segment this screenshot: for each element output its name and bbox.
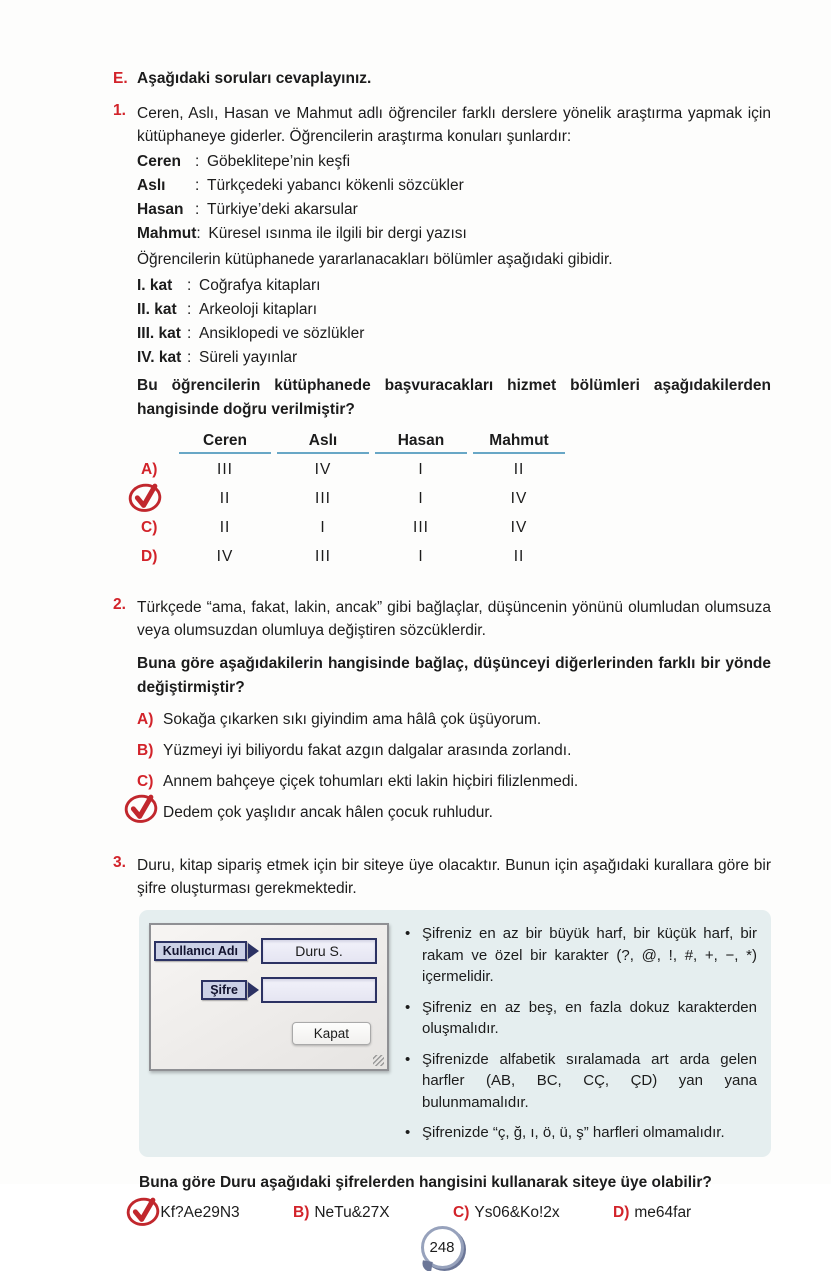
checkmark-stamp-icon xyxy=(123,789,159,825)
table-cell: I xyxy=(320,519,326,536)
column-header: Hasan xyxy=(375,432,467,454)
section-title: Aşağıdaki soruları cevaplayınız. xyxy=(137,70,372,87)
option-row xyxy=(293,1204,453,1222)
option-letter: D) xyxy=(613,1203,630,1221)
username-label: Kullanıcı Adı xyxy=(154,941,247,961)
column-header: Ceren xyxy=(179,432,271,454)
floor-colon: : xyxy=(187,277,192,294)
question-1-floors xyxy=(137,274,771,370)
rule-item xyxy=(405,923,757,988)
option-row xyxy=(613,1204,691,1222)
floor-name: II. kat xyxy=(137,301,177,318)
checkmark-stamp-icon xyxy=(127,478,163,514)
table-cell: IV xyxy=(314,461,332,478)
option-text: Sokağa çıkarken sıkı giyindim ama hâlâ çok üşüyorum. xyxy=(163,711,542,728)
question-2-options xyxy=(137,708,771,824)
rule-item xyxy=(405,1049,757,1114)
rule-text: Şifrenizde “ç, ğ, ı, ö, ü, ş” harfleri olmamalıdır. xyxy=(422,1124,725,1141)
floor-row xyxy=(137,322,771,346)
topic-text: Göbeklitepe’nin keşfi xyxy=(207,153,351,170)
option-marker xyxy=(137,739,163,762)
option-marker xyxy=(137,801,163,824)
answer-table-header xyxy=(179,432,771,454)
option-marker xyxy=(141,548,179,566)
floor-row xyxy=(137,298,771,322)
section-heading xyxy=(113,70,771,88)
password-label: Şifre xyxy=(201,980,247,1000)
option-letter: D) xyxy=(141,548,158,565)
topic-name: Hasan xyxy=(137,201,184,218)
bullet-icon: • xyxy=(405,1050,411,1068)
option-marker xyxy=(141,461,179,479)
table-cell: IV xyxy=(216,548,234,565)
page-number-badge: 248 xyxy=(421,1226,464,1269)
bullet-icon: • xyxy=(405,925,411,942)
password-input[interactable] xyxy=(261,977,377,1003)
floor-text: Coğrafya kitapları xyxy=(199,277,321,294)
table-cell: III xyxy=(413,519,429,536)
table-cell: IV xyxy=(510,490,528,507)
table-cell: I xyxy=(418,548,424,565)
question-3 xyxy=(113,854,771,1222)
bullet-icon: • xyxy=(405,1124,411,1141)
question-3-intro: Duru, kitap sipariş etmek için bir siteye üye olacaktır. Bunun için aşağıdaki kurallara göre bir şifre oluşturması gerekmektedir. xyxy=(137,857,771,897)
option-marker xyxy=(139,1204,155,1222)
topic-name: Aslı xyxy=(137,177,166,194)
option-letter: A) xyxy=(141,461,158,478)
table-row xyxy=(141,457,771,483)
topic-text: Türkiye’deki akarsular xyxy=(207,201,358,218)
option-marker xyxy=(453,1204,469,1222)
table-cell: III xyxy=(315,490,331,507)
option-row xyxy=(137,801,771,824)
option-letter: B) xyxy=(293,1203,310,1221)
option-letter: C) xyxy=(141,519,158,536)
page-footer xyxy=(113,1226,771,1269)
floor-row xyxy=(137,274,771,298)
question-3-stem: Buna göre Duru aşağıdaki şifrelerden hangisini kullanarak siteye üye olabilir? xyxy=(139,1173,712,1191)
resize-handle-icon xyxy=(373,1055,384,1066)
table-row xyxy=(141,515,771,541)
table-cell: II xyxy=(219,519,231,536)
floor-colon: : xyxy=(187,325,192,342)
option-row xyxy=(137,739,771,762)
topic-text: Küresel ısınma ile ilgili bir dergi yazısı xyxy=(208,225,467,242)
password-row xyxy=(151,977,377,1003)
question-2 xyxy=(113,596,771,824)
option-text: Kf?Ae29N3 xyxy=(160,1203,240,1221)
option-text: Ys06&Ko!2x xyxy=(474,1203,560,1221)
topic-row xyxy=(137,174,771,198)
option-marker xyxy=(141,490,179,508)
table-cell: II xyxy=(219,490,231,507)
table-cell: III xyxy=(217,461,233,478)
topic-text: Türkçedeki yabancı kökenli sözcükler xyxy=(207,177,464,194)
floor-colon: : xyxy=(187,301,192,318)
question-1-intro: Ceren, Aslı, Hasan ve Mahmut adlı öğrenciler farklı derslere yönelik araştırma yapmak için kütüphaneye giderler. Öğrencilerin araştırma konuları şunlardır: xyxy=(137,105,771,145)
option-letter: A) xyxy=(137,711,154,728)
topic-colon: : xyxy=(195,177,200,194)
question-2-number: 2. xyxy=(113,596,126,613)
password-rules-panel xyxy=(139,910,771,1157)
question-2-intro: Türkçede “ama, fakat, lakin, ancak” gibi bağlaçlar, düşüncenin yönünü olumludan olumsuza veya olumsuzdan olumluya değiştiren sözcüklerdir. xyxy=(137,599,771,639)
table-cell: III xyxy=(315,548,331,565)
topic-name: Mahmut xyxy=(137,225,197,242)
column-header: Mahmut xyxy=(473,432,565,454)
floor-text: Ansiklopedi ve sözlükler xyxy=(199,325,365,342)
question-2-stem: Buna göre aşağıdakilerin hangisinde bağlaç, düşünceyi diğerlerinden farklı bir yönde değiştirmiştir? xyxy=(137,655,771,696)
column-header: Aslı xyxy=(277,432,369,454)
option-marker xyxy=(137,708,163,731)
option-row xyxy=(453,1204,613,1222)
rule-text: Şifreniz en az bir büyük harf, bir küçük harf, bir rakam ve özel bir karakter (?, @, !, #, +, −, *) içermelidir. xyxy=(422,925,757,985)
table-cell: II xyxy=(513,548,525,565)
option-text: Annem bahçeye çiçek tohumları ekti lakin hiçbiri filizlenmedi. xyxy=(163,773,579,790)
username-row xyxy=(151,938,377,964)
option-text: Yüzmeyi iyi biliyordu fakat azgın dalgalar arasında zorlandı. xyxy=(163,742,572,759)
question-1 xyxy=(113,102,771,570)
option-marker xyxy=(293,1204,309,1222)
topic-name: Ceren xyxy=(137,153,181,170)
question-1-topics xyxy=(137,150,771,246)
table-cell: II xyxy=(513,461,525,478)
table-row xyxy=(141,486,771,512)
topic-colon: : xyxy=(195,153,200,170)
table-cell: IV xyxy=(510,519,528,536)
option-text: NeTu&27X xyxy=(314,1203,390,1221)
topic-row xyxy=(137,222,771,246)
topic-row xyxy=(137,198,771,222)
option-row xyxy=(137,708,771,731)
option-text: me64far xyxy=(634,1203,692,1221)
option-marker xyxy=(613,1204,629,1222)
question-1-number: 1. xyxy=(113,102,126,119)
option-letter: B) xyxy=(137,742,154,759)
option-marker xyxy=(141,519,179,537)
table-row xyxy=(141,544,771,570)
section-letter: E. xyxy=(113,70,128,87)
floor-row xyxy=(137,346,771,370)
close-button[interactable]: Kapat xyxy=(292,1022,371,1045)
username-input[interactable]: Duru S. xyxy=(261,938,377,964)
answer-table xyxy=(141,432,771,570)
floor-name: I. kat xyxy=(137,277,173,294)
floor-text: Arkeoloji kitapları xyxy=(199,301,318,318)
topic-row xyxy=(137,150,771,174)
rule-text: Şifreniz en az beş, en fazla dokuz karakterden oluşmalıdır. xyxy=(422,998,757,1037)
login-dialog xyxy=(149,923,389,1071)
arrow-right-icon xyxy=(248,982,259,998)
option-row xyxy=(137,770,771,793)
password-rules-list xyxy=(405,923,759,1144)
floor-colon: : xyxy=(187,349,192,366)
topic-colon: : xyxy=(195,201,200,218)
option-row xyxy=(139,1204,293,1222)
rule-item xyxy=(405,997,757,1040)
question-1-stem: Bu öğrencilerin kütüphanede başvuracakları hizmet bölümleri aşağıdakilerden hangisinde doğru verilmiştir? xyxy=(137,377,771,418)
floor-name: III. kat xyxy=(137,325,181,342)
question-1-bridge: Öğrencilerin kütüphanede yararlanacakları bölümler aşağıdaki gibidir. xyxy=(137,251,613,268)
arrow-right-icon xyxy=(248,943,259,959)
floor-text: Süreli yayınlar xyxy=(199,349,298,366)
rule-text: Şifrenizde alfabetik sıralamada art arda gelen harfler (AB, BC, CÇ, ÇD) yan yana bulunmamalıdır. xyxy=(422,1050,757,1111)
floor-name: IV. kat xyxy=(137,349,182,366)
rule-item xyxy=(405,1122,757,1144)
question-3-options xyxy=(139,1204,771,1222)
option-text: Dedem çok yaşlıdır ancak hâlen çocuk ruhludur. xyxy=(163,804,493,821)
table-cell: I xyxy=(418,490,424,507)
topic-colon: : xyxy=(196,225,201,242)
question-3-number: 3. xyxy=(113,854,126,871)
table-cell: I xyxy=(418,461,424,478)
bullet-icon: • xyxy=(405,998,411,1016)
checkmark-stamp-icon xyxy=(125,1192,161,1228)
option-letter: C) xyxy=(453,1203,470,1221)
option-letter: C) xyxy=(137,773,154,790)
